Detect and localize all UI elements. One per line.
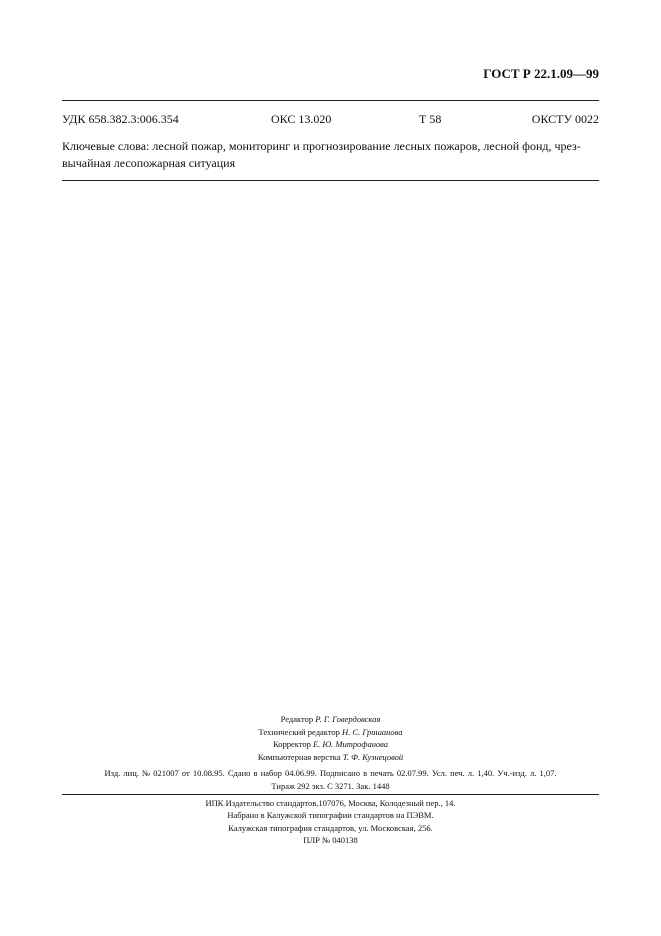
proofreader-name: Е. Ю. Митрофанова	[312, 739, 389, 749]
editor-name: Р. Г. Говердовская	[315, 714, 381, 724]
tech-editor-label: Технический редактор	[258, 726, 340, 737]
tech-editor-line	[0, 726, 661, 739]
editor-line	[0, 713, 661, 726]
publisher-line-4: ПЛР № 040138	[303, 834, 358, 845]
top-rule	[62, 100, 599, 101]
keywords-block	[62, 138, 599, 172]
editor-label: Редактор	[280, 714, 314, 724]
udk-code: УДК 658.382.3:006.354	[62, 112, 179, 126]
imprint-block	[0, 767, 661, 792]
document-id: ГОСТ Р 22.1.09—99	[483, 66, 599, 81]
keywords-line-2: вычайная лесопожарная ситуация	[62, 156, 236, 170]
oks-code: ОКС 13.020	[271, 112, 332, 126]
publisher-line-3: Калужская типография стандартов, ул. Московская, 256.	[228, 822, 433, 833]
layout-name: Т. Ф. Кузнецовой	[342, 751, 404, 762]
publisher-block	[0, 797, 661, 846]
publisher-line-2: Набрано в Калужской типографии стандартов на ПЭВМ.	[227, 810, 434, 821]
keywords-line-1: Ключевые слова: лесной пожар, мониторинг и прогнозирование лесных пожаров, лесной фонд, чрез-	[62, 139, 581, 153]
proofreader-line	[0, 738, 661, 751]
group-code: Т 58	[419, 112, 442, 126]
proofreader-label: Корректор	[272, 739, 311, 749]
imprint-line-2: Тираж 292 экз. С 3271. Зак. 1448	[271, 780, 390, 791]
layout-label: Компьютерная верстка	[257, 751, 341, 762]
tech-editor-name: Н. С. Гришанова	[342, 726, 403, 737]
publisher-line-1: ИПК Издательство стандартов,107076, Москва, Колодезный пер., 14.	[205, 798, 456, 808]
layout-line	[0, 751, 661, 764]
imprint-rule	[62, 794, 599, 795]
imprint-line-1: Изд. лиц. № 021007 от 10.08.95. Сдано в набор 04.06.99. Подписано в печать 02.07.99. Усл. печ. л. 1,40. Уч.-изд. л. 1,07.	[104, 768, 557, 778]
credits-block	[0, 713, 661, 763]
okstu-code: ОКСТУ 0022	[531, 112, 599, 126]
keywords-rule	[62, 180, 599, 181]
